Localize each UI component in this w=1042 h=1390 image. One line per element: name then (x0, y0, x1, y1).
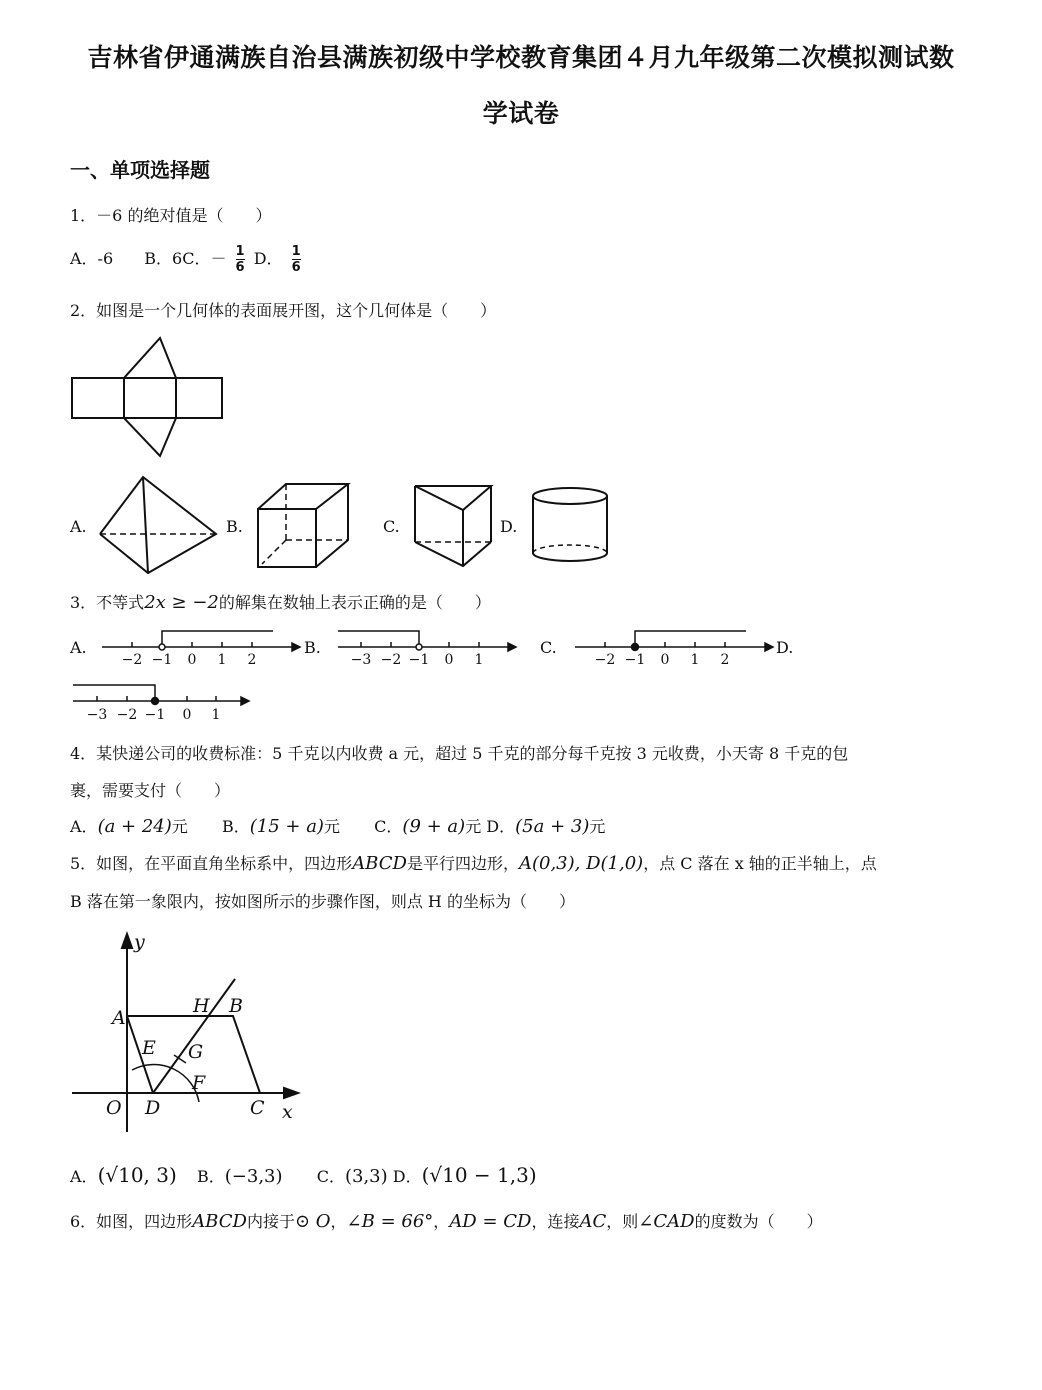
label-f: F (192, 1072, 206, 1094)
q2-option-c-prism-icon (415, 486, 493, 566)
svg-text:0: 0 (182, 707, 192, 723)
question-4-options (70, 814, 605, 837)
q1-option-d[interactable]: D． (253, 249, 283, 268)
q2-option-c[interactable]: C. (383, 517, 400, 536)
svg-text:−1: −1 (624, 652, 646, 668)
svg-text:0: 0 (187, 652, 197, 668)
svg-text:−2: −2 (116, 707, 138, 723)
q1-option-b[interactable]: B．6 (144, 249, 183, 268)
svg-text:2: 2 (720, 652, 730, 668)
question-3-stem: 3．不等式2x ≥ −2的解集在数轴上表示正确的是（ ） (70, 592, 491, 613)
svg-text:−2: −2 (594, 652, 616, 668)
q1-option-c[interactable]: C．－ (182, 249, 227, 268)
svg-text:−2: −2 (380, 652, 402, 668)
question-5-stem-line1: 5．如图，在平面直角坐标系中，四边形ABCD是平行四边形，A(0,3), D(1,0)，点 C 落在 x 轴的正半轴上，点 (70, 853, 877, 874)
q5-coordinate-figure (70, 932, 310, 1138)
q4-option-c[interactable]: C．(9 + a)元 (374, 816, 482, 837)
q2-option-a[interactable]: A. (70, 517, 87, 536)
q4-option-a[interactable]: A．(a + 24)元 (70, 816, 188, 837)
question-2-stem: 2．如图是一个几何体的表面展开图，这个几何体是（ ） (70, 301, 497, 320)
q2-option-b-cube-icon (258, 484, 350, 568)
svg-text:−1: −1 (408, 652, 430, 668)
question-1-options (70, 244, 305, 275)
q2-net-figure (72, 338, 222, 456)
q5-option-b[interactable]: B．(−3,3) (197, 1166, 283, 1187)
svg-text:0: 0 (660, 652, 670, 668)
label-x: x (282, 1101, 293, 1123)
q1-option-c-fraction: $\frac{1}{6}$ (235, 244, 245, 275)
q5-option-c[interactable]: C．(3,3) (316, 1166, 388, 1187)
q3-option-b-number-line (336, 628, 516, 668)
question-1-stem: 1．－6 的绝对值是（ ） (70, 206, 272, 225)
label-h: H (193, 995, 210, 1017)
svg-text:−2: −2 (121, 652, 143, 668)
label-b: B (229, 995, 243, 1017)
svg-text:1: 1 (474, 652, 484, 668)
svg-text:−3: −3 (86, 707, 108, 723)
circle-o-symbol: ⊙ O (294, 1211, 331, 1232)
question-5-stem-line2: B 落在第一象限内，按如图所示的步骤作图，则点 H 的坐标为（ ） (70, 892, 575, 911)
q1-option-a[interactable]: A．-6 (70, 249, 114, 268)
label-e: E (142, 1037, 156, 1059)
label-y: y (134, 931, 145, 953)
q4-option-d[interactable]: D．(5a + 3)元 (486, 816, 606, 837)
question-5-options (70, 1163, 537, 1187)
q2-option-a-bipyramid-icon (100, 477, 216, 573)
svg-text:2: 2 (247, 652, 257, 668)
q3-option-d-number-line (73, 684, 249, 724)
q4-option-b[interactable]: B．(15 + a)元 (221, 816, 340, 837)
svg-text:−1: −1 (144, 707, 166, 723)
svg-text:−1: −1 (151, 652, 173, 668)
question-6-stem: 6．如图，四边形ABCD内接于⊙ O，∠B = 66°，AD = CD，连接AC，则∠CAD的度数为（ ） (70, 1211, 823, 1232)
section-heading: 一、单项选择题 (70, 158, 210, 182)
document-title-line2: 学试卷 (482, 99, 560, 128)
svg-text:1: 1 (690, 652, 700, 668)
document-title-line1: 吉林省伊通满族自治县满族初级中学校教育集团４月九年级第二次模拟测试数 (87, 43, 955, 72)
q2-option-d[interactable]: D. (500, 517, 518, 536)
q3-option-b[interactable]: B. (304, 638, 321, 657)
q1-option-d-fraction: $\frac{1}{6}$ (291, 244, 301, 275)
label-d: D (145, 1097, 161, 1119)
q3-inequality: 2x ≥ −2 (144, 592, 219, 613)
label-c: C (250, 1097, 265, 1119)
label-g: G (188, 1041, 204, 1063)
svg-text:0: 0 (444, 652, 454, 668)
q5-option-d[interactable]: D．(√10 − 1,3) (392, 1163, 537, 1187)
q3-option-d[interactable]: D. (776, 638, 794, 657)
svg-text:−3: −3 (350, 652, 372, 668)
q3-option-a-number-line (100, 628, 300, 668)
svg-text:1: 1 (211, 707, 221, 723)
q3-option-c-number-line (573, 628, 773, 668)
label-o: O (106, 1097, 122, 1119)
q2-option-b[interactable]: B. (226, 517, 243, 536)
q5-option-a[interactable]: A．(√10, 3) (70, 1163, 177, 1187)
q3-option-a[interactable]: A. (70, 638, 87, 657)
question-4-stem-line2: 裹，需要支付（ ） (70, 781, 231, 800)
q2-option-d-cylinder-icon (532, 487, 608, 563)
question-4-stem-line1: 4．某快递公司的收费标准：5 千克以内收费 a 元，超过 5 千克的部分每千克按 3 元收费，小天寄 8 千克的包 (70, 744, 849, 763)
q3-option-c[interactable]: C. (540, 638, 557, 657)
label-a: A (112, 1007, 126, 1029)
svg-text:1: 1 (217, 652, 227, 668)
